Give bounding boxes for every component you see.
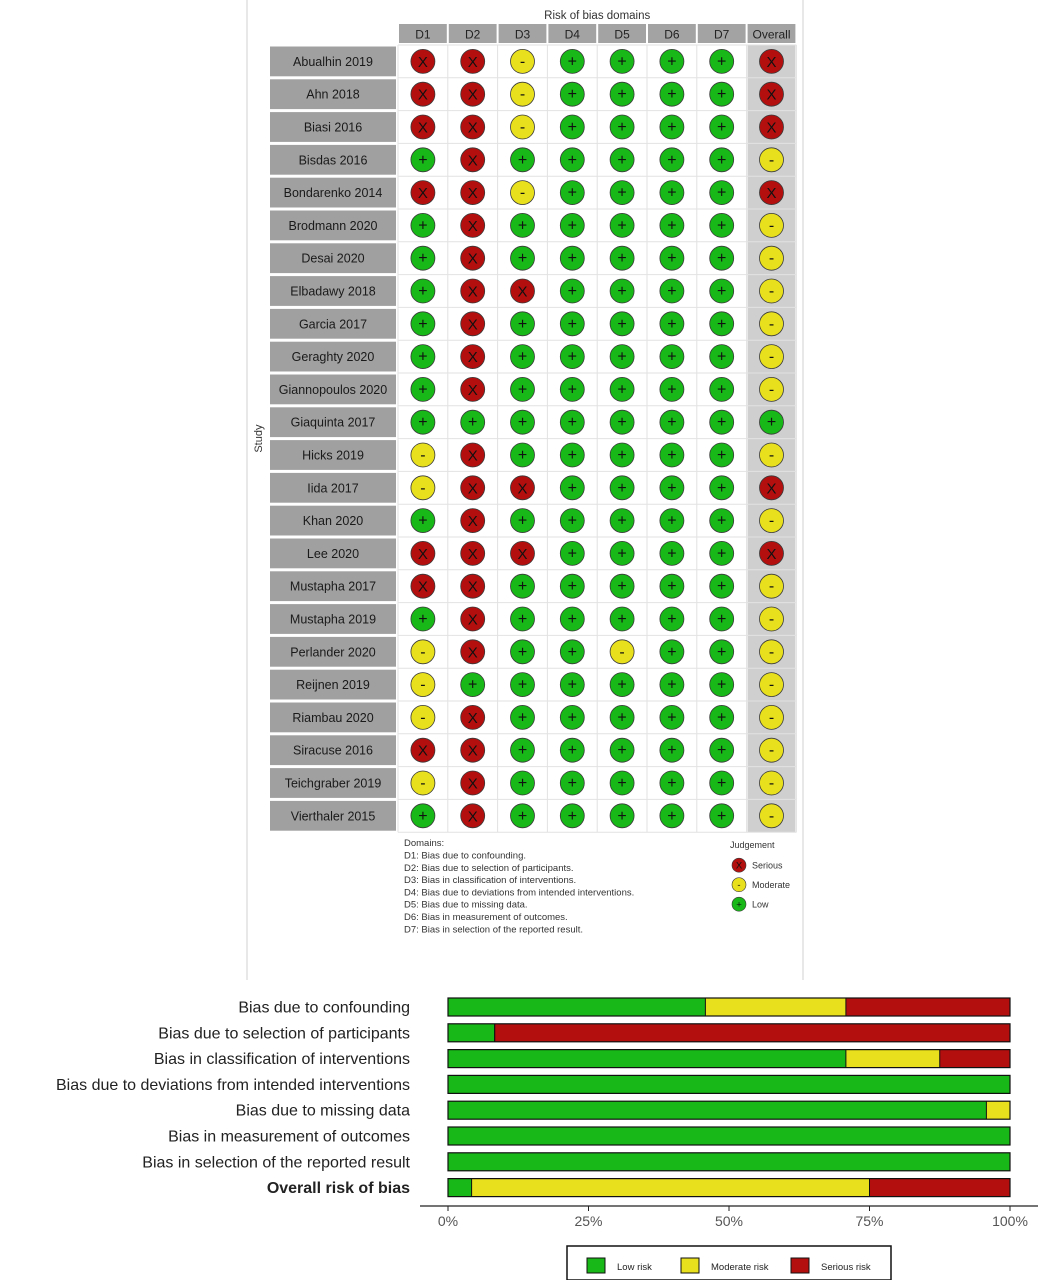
judgement-symbol: X: [517, 480, 528, 498]
judgement-symbol: X: [467, 742, 478, 760]
judgement-symbol: -: [768, 709, 775, 727]
judgement-symbol: +: [617, 479, 627, 497]
judgement-symbol: +: [468, 676, 478, 694]
bar-segment: [986, 1101, 1010, 1119]
judgement-symbol: +: [717, 119, 727, 136]
judgement-symbol: -: [420, 479, 426, 497]
bar-segment: [940, 1050, 1010, 1068]
judgement-symbol: +: [617, 184, 627, 202]
legend-swatch: [681, 1258, 699, 1273]
judgement-symbol: +: [717, 217, 727, 235]
study-label: Hicks 2019: [302, 448, 364, 463]
domain-description: D4: Bias due to deviations from intended interventions.: [404, 887, 635, 899]
column-header-d5: D5: [614, 27, 630, 42]
judgement-symbol: +: [418, 283, 428, 300]
judgement-symbol: +: [717, 184, 727, 202]
judgement-symbol: X: [766, 545, 777, 563]
judgement-symbol: X: [517, 545, 528, 563]
summary-bar-plot: [56, 998, 1038, 1280]
judgement-symbol: +: [517, 414, 528, 432]
judgement-symbol: +: [418, 315, 428, 333]
judgement-symbol: +: [567, 53, 577, 71]
judgement-symbol: X: [467, 185, 478, 203]
study-label: Mustapha 2019: [289, 612, 377, 627]
domain-description: D5: Bias due to missing data.: [404, 899, 528, 911]
judgement-symbol: +: [667, 611, 677, 628]
study-label: Iida 2017: [307, 481, 359, 496]
judgement-symbol: X: [417, 119, 428, 137]
judgement-symbol: -: [768, 611, 775, 628]
study-label: Vierthaler 2015: [290, 809, 376, 824]
category-label: Bias in measurement of outcomes: [168, 1128, 410, 1146]
judgement-symbol: +: [717, 315, 727, 333]
study-label: Desai 2020: [301, 251, 365, 266]
judgement-symbol: +: [567, 578, 577, 596]
judgement-symbol: X: [467, 447, 478, 465]
judgement-symbol: +: [667, 315, 677, 333]
judgement-symbol: X: [467, 513, 478, 531]
judgement-symbol: -: [768, 217, 775, 235]
study-label: Bisdas 2016: [298, 153, 368, 168]
bar-segment: [846, 1050, 940, 1068]
judgement-symbol: +: [567, 643, 577, 661]
judgement-symbol: +: [617, 611, 627, 628]
judgement-symbol: X: [766, 185, 777, 203]
bar-segment: [448, 998, 705, 1016]
judgement-symbol: X: [467, 349, 478, 367]
judgement-symbol: X: [517, 283, 528, 301]
judgement-symbol: +: [717, 414, 727, 432]
judgement-symbol: X: [417, 742, 428, 760]
legend-label: Moderate risk: [711, 1262, 769, 1273]
column-header-d4: D4: [564, 27, 580, 42]
judgement-symbol: X: [467, 119, 478, 137]
judgement-symbol: +: [567, 348, 577, 366]
judgement-symbol: X: [467, 53, 478, 71]
study-label: Bondarenko 2014: [283, 186, 383, 201]
column-header-d2: D2: [465, 27, 481, 42]
judgement-symbol: -: [768, 578, 775, 596]
bar-segment: [448, 1153, 1010, 1171]
judgement-symbol: +: [667, 578, 677, 596]
judgement-symbol: +: [567, 447, 577, 464]
judgement-symbol: +: [617, 315, 627, 333]
judgement-symbol: +: [617, 742, 627, 760]
legend-label: Serious risk: [821, 1262, 871, 1273]
study-label: Brodmann 2020: [288, 218, 378, 233]
study-label: Teichgraber 2019: [284, 776, 382, 791]
judgement-legend-label: Serious: [752, 860, 783, 871]
judgement-symbol: +: [418, 250, 428, 268]
judgement-symbol: +: [567, 315, 577, 333]
judgement-symbol: +: [667, 217, 677, 235]
judgement-symbol: +: [667, 348, 677, 366]
judgement-symbol: X: [467, 316, 478, 334]
category-label: Bias in classification of interventions: [153, 1051, 410, 1069]
judgement-legend-symbol: X: [735, 860, 743, 872]
judgement-symbol: +: [667, 807, 677, 825]
judgement-symbol: -: [768, 381, 775, 399]
judgement-symbol: X: [467, 808, 478, 826]
legend-label: Low risk: [617, 1262, 652, 1273]
domain-description: D3: Bias in classification of interventions.: [404, 875, 577, 887]
judgement-symbol: +: [517, 447, 528, 464]
judgement-symbol: -: [768, 283, 775, 300]
study-label: Ahn 2018: [306, 87, 360, 102]
judgement-symbol: +: [617, 578, 627, 596]
x-tick-label: 0%: [437, 1213, 459, 1229]
judgement-symbol: +: [717, 578, 727, 596]
legend-swatch: [791, 1258, 809, 1273]
judgement-symbol: -: [420, 676, 426, 694]
judgement-symbol: +: [717, 151, 727, 169]
judgement-legend-label: Moderate: [752, 880, 791, 891]
judgement-symbol: +: [567, 381, 577, 399]
judgement-symbol: +: [468, 414, 478, 432]
judgement-symbol: -: [768, 775, 775, 792]
judgement-symbol: +: [567, 512, 577, 530]
judgement-symbol: X: [467, 775, 478, 793]
judgement-legend-symbol: -: [737, 880, 741, 892]
judgement-symbol: +: [717, 348, 727, 366]
judgement-symbol: +: [418, 348, 428, 366]
judgement-symbol: +: [567, 86, 577, 104]
judgement-symbol: +: [617, 807, 627, 825]
judgement-symbol: +: [567, 676, 577, 694]
study-label: Mustapha 2017: [289, 579, 377, 594]
domain-description: D1: Bias due to confounding.: [404, 850, 527, 862]
judgement-symbol: +: [617, 86, 627, 104]
judgement-symbol: +: [667, 381, 677, 399]
study-label: Garcia 2017: [298, 317, 368, 332]
judgement-symbol: +: [517, 381, 528, 399]
judgement-symbol: X: [467, 709, 478, 727]
column-header-d7: D7: [714, 27, 730, 42]
study-label: Biasi 2016: [303, 120, 363, 135]
judgement-symbol: +: [517, 643, 528, 661]
study-label: Khan 2020: [302, 514, 364, 529]
judgement-symbol: -: [768, 447, 775, 464]
study-label: Giaquinta 2017: [290, 415, 376, 430]
judgement-symbol: +: [617, 709, 627, 727]
judgement-symbol: X: [766, 119, 777, 137]
judgement-symbol: +: [517, 742, 528, 760]
judgement-symbol: +: [667, 709, 677, 727]
domain-description: D6: Bias in measurement of outcomes.: [404, 912, 568, 923]
study-label: Abualhin 2019: [293, 54, 373, 69]
judgement-symbol: X: [417, 86, 428, 104]
y-axis-label: Study: [253, 424, 265, 453]
category-label: Bias due to confounding: [238, 999, 410, 1017]
bar-segment: [448, 1179, 472, 1197]
judgement-symbol: -: [768, 807, 775, 825]
judgement-symbol: +: [617, 348, 627, 366]
judgement-symbol: X: [467, 611, 478, 629]
judgement-symbol: +: [667, 545, 677, 563]
judgement-symbol: X: [467, 480, 478, 498]
judgement-symbol: +: [418, 512, 428, 530]
judgement-title: Judgement: [730, 840, 775, 851]
judgement-symbol: +: [567, 545, 577, 563]
judgement-symbol: X: [467, 86, 478, 104]
bar-segment: [495, 1024, 1010, 1042]
judgement-symbol: +: [567, 611, 577, 628]
judgement-symbol: +: [667, 676, 677, 694]
judgement-symbol: +: [517, 512, 528, 530]
judgement-symbol: -: [519, 86, 526, 104]
judgement-symbol: +: [667, 184, 677, 202]
judgement-symbol: +: [418, 151, 428, 169]
judgement-symbol: +: [517, 315, 528, 333]
judgement-symbol: +: [517, 775, 528, 792]
study-label: Elbadawy 2018: [290, 284, 376, 299]
judgement-symbol: +: [617, 381, 627, 399]
study-label: Perlander 2020: [290, 645, 376, 660]
judgement-symbol: +: [717, 86, 727, 104]
judgement-symbol: +: [517, 217, 528, 235]
judgement-symbol: +: [667, 86, 677, 104]
judgement-symbol: +: [517, 578, 528, 596]
judgement-symbol: +: [667, 250, 677, 268]
judgement-symbol: +: [717, 676, 727, 694]
judgement-symbol: +: [667, 53, 677, 71]
judgement-symbol: X: [766, 480, 777, 498]
judgement-symbol: +: [717, 381, 727, 399]
judgement-symbol: +: [717, 643, 727, 661]
judgement-symbol: +: [667, 479, 677, 497]
judgement-symbol: -: [420, 447, 426, 464]
judgement-symbol: X: [417, 545, 428, 563]
judgement-symbol: +: [517, 676, 528, 694]
judgement-symbol: +: [517, 611, 528, 628]
study-label: Giannopoulos 2020: [278, 382, 388, 397]
judgement-symbol: +: [667, 742, 677, 760]
judgement-symbol: +: [517, 709, 528, 727]
judgement-symbol: +: [567, 807, 577, 825]
judgement-symbol: +: [567, 283, 577, 300]
judgement-symbol: +: [567, 775, 577, 792]
judgement-symbol: +: [667, 119, 677, 136]
judgement-symbol: +: [717, 611, 727, 628]
judgement-legend-label: Low: [752, 899, 769, 910]
bar-segment: [472, 1179, 870, 1197]
bar-segment: [870, 1179, 1011, 1197]
judgement-symbol: +: [567, 217, 577, 235]
study-label: Lee 2020: [306, 546, 360, 561]
study-label: Siracuse 2016: [293, 743, 373, 758]
judgement-symbol: +: [567, 184, 577, 202]
judgement-symbol: -: [768, 643, 775, 661]
category-label: Bias due to deviations from intended interventions: [56, 1076, 410, 1094]
legend-swatch: [587, 1258, 605, 1273]
judgement-symbol: +: [717, 250, 727, 268]
judgement-symbol: +: [717, 53, 727, 71]
judgement-symbol: +: [617, 53, 627, 71]
judgement-symbol: +: [418, 217, 428, 235]
judgement-symbol: +: [667, 512, 677, 530]
chart-title: Risk of bias domains: [544, 10, 651, 22]
judgement-symbol: +: [617, 676, 627, 694]
study-label: Geraghty 2020: [291, 350, 375, 365]
judgement-symbol: -: [420, 775, 426, 792]
judgement-symbol: +: [567, 742, 577, 760]
x-tick-label: 50%: [714, 1213, 744, 1229]
judgement-symbol: +: [517, 807, 528, 825]
judgement-symbol: -: [519, 53, 526, 71]
x-tick-label: 100%: [992, 1213, 1028, 1229]
category-label: Bias due to selection of participants: [158, 1025, 410, 1043]
judgement-symbol: X: [467, 644, 478, 662]
judgement-symbol: X: [467, 545, 478, 563]
traffic-light-plot: [247, 0, 803, 980]
judgement-symbol: +: [717, 775, 727, 792]
judgement-symbol: X: [417, 53, 428, 71]
judgement-symbol: +: [418, 611, 428, 628]
domain-description: D2: Bias due to selection of participants.: [404, 862, 574, 874]
domain-description: D7: Bias in selection of the reported result.: [404, 924, 584, 936]
judgement-symbol: +: [617, 217, 627, 235]
judgement-symbol: +: [667, 283, 677, 300]
study-label: Riambau 2020: [292, 710, 374, 725]
judgement-symbol: +: [567, 479, 577, 497]
x-tick-label: 75%: [855, 1213, 884, 1229]
judgement-symbol: +: [567, 151, 577, 169]
judgement-symbol: -: [420, 709, 426, 727]
judgement-symbol: +: [418, 807, 428, 825]
judgement-symbol: +: [418, 381, 428, 399]
judgement-symbol: +: [667, 643, 677, 661]
judgement-symbol: X: [467, 283, 478, 301]
bar-segment: [705, 998, 846, 1016]
judgement-symbol: +: [717, 742, 727, 760]
judgement-symbol: +: [617, 447, 627, 464]
judgement-symbol: +: [667, 447, 677, 464]
judgement-symbol: +: [517, 250, 528, 268]
judgement-symbol: X: [467, 578, 478, 596]
judgement-symbol: +: [717, 512, 727, 530]
judgement-symbol: -: [420, 643, 426, 661]
judgement-symbol: X: [417, 578, 428, 596]
judgement-symbol: +: [617, 545, 627, 563]
judgement-symbol: -: [768, 742, 775, 760]
judgement-symbol: +: [717, 479, 727, 497]
judgement-symbol: +: [418, 414, 428, 432]
judgement-symbol: +: [517, 151, 528, 169]
judgement-symbol: +: [617, 283, 627, 300]
judgement-symbol: X: [467, 250, 478, 268]
judgement-symbol: +: [717, 283, 727, 300]
judgement-symbol: -: [768, 151, 775, 169]
bar-segment: [448, 1075, 1010, 1093]
judgement-symbol: +: [717, 447, 727, 464]
judgement-symbol: +: [717, 709, 727, 727]
judgement-symbol: +: [667, 414, 677, 432]
judgement-symbol: +: [717, 545, 727, 563]
judgement-symbol: +: [667, 151, 677, 169]
judgement-symbol: +: [617, 775, 627, 792]
bar-segment: [846, 998, 1010, 1016]
category-label: Bias in selection of the reported result: [142, 1154, 410, 1172]
judgement-symbol: -: [768, 250, 775, 268]
judgement-symbol: +: [617, 414, 627, 432]
judgement-symbol: -: [768, 512, 775, 530]
judgement-symbol: -: [768, 676, 775, 694]
column-header-d6: D6: [664, 27, 680, 42]
judgement-symbol: +: [766, 414, 777, 432]
judgement-symbol: -: [768, 315, 775, 333]
judgement-symbol: +: [617, 119, 627, 136]
judgement-symbol: X: [417, 185, 428, 203]
x-tick-label: 25%: [574, 1213, 603, 1229]
judgement-symbol: X: [467, 152, 478, 170]
bar-segment: [448, 1127, 1010, 1145]
judgement-symbol: +: [617, 512, 627, 530]
judgement-symbol: +: [617, 250, 627, 268]
column-header-d1: D1: [415, 27, 431, 42]
category-label: Bias due to missing data: [235, 1102, 410, 1120]
judgement-symbol: X: [467, 217, 478, 235]
judgement-symbol: -: [768, 348, 775, 366]
study-label: Reijnen 2019: [296, 678, 370, 693]
judgement-symbol: X: [766, 53, 777, 71]
judgement-symbol: +: [617, 151, 627, 169]
domains-title: Domains:: [404, 838, 445, 850]
judgement-symbol: +: [667, 775, 677, 792]
judgement-symbol: +: [517, 348, 528, 366]
judgement-symbol: +: [717, 807, 727, 825]
bar-segment: [448, 1101, 986, 1119]
judgement-symbol: -: [619, 643, 625, 661]
judgement-legend-symbol: +: [736, 899, 742, 911]
bar-segment: [448, 1024, 495, 1042]
category-label: Overall risk of bias: [266, 1180, 410, 1198]
bar-segment: [448, 1050, 846, 1068]
judgement-symbol: -: [519, 184, 526, 202]
judgement-symbol: +: [567, 250, 577, 268]
judgement-symbol: X: [467, 381, 478, 399]
judgement-symbol: +: [567, 119, 577, 136]
judgement-symbol: X: [766, 86, 777, 104]
column-header-d3: D3: [514, 27, 531, 42]
judgement-symbol: -: [519, 119, 526, 136]
column-header-overall: Overall: [752, 27, 791, 42]
judgement-symbol: +: [567, 709, 577, 727]
judgement-symbol: +: [567, 414, 577, 432]
